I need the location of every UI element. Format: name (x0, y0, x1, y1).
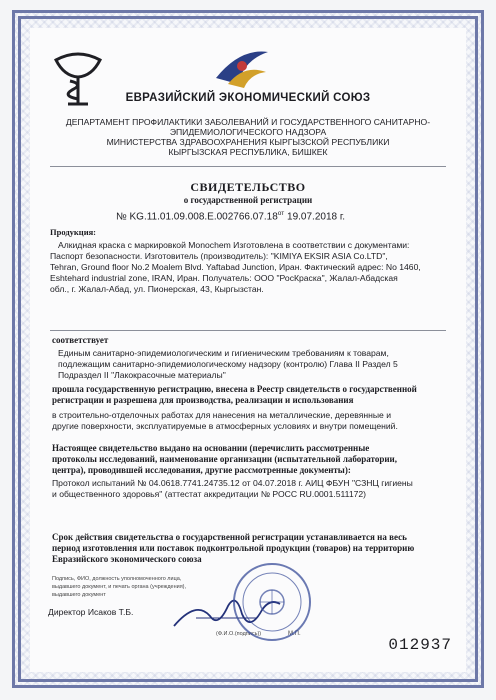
product-line: Tehran, Ground floor No.2 Moalem Blvd. Yaftabad Junction, Иран. Фактический адрес: No 1460, (50, 262, 421, 272)
validity-line: период изготовления или поставок подконтрольной продукции (товаров) на территорию (52, 543, 415, 553)
divider (50, 330, 446, 331)
validity-line: Срок действия свидетельства о государственной регистрации устанавливается на весь (52, 532, 407, 542)
product-label: Продукция: (50, 227, 97, 237)
registration-line: прошла государственную регистрацию, внесена в Реестр свидетельств о государственной (52, 384, 417, 394)
divider (50, 166, 446, 167)
basis-line: центра), проводившей исследования, другие рассмотренные документы): (52, 465, 351, 475)
signatory-note: выдавшего документ, и печать органа (учреждения), (52, 584, 187, 590)
eurasian-union-emblem-icon (210, 44, 274, 92)
certificate-number: KG.11.01.09.008.E.002766.07.18 (129, 211, 278, 223)
compliance-line: Подраздел II "Лакокрасочные материалы" (58, 370, 226, 380)
basis-line: Настоящее свидетельство выдано на основании (перечислить рассмотренные (52, 443, 370, 453)
product-line: Eshtehard industrial zone, IRAN, Иран. Получатель: ООО "РосКраска", Жалал-Абадская (50, 273, 398, 283)
signatory-note: Подпись, ФИО, должность уполномоченного лица, (52, 576, 182, 582)
product-line: обл., г. Жалал-Абад, ул. Пионерская, 43, Кыргызстан. (50, 284, 264, 294)
basis-line: Протокол испытаний № 04.0618.7741.24735.12 от 04.07.2018 г. АИЦ ФБУН "СЗНЦ гигиены (52, 478, 413, 488)
stamp-place-label: М.П. (288, 631, 301, 637)
certificate-date: 19.07.2018 г. (287, 211, 346, 223)
validity-line: Евразийского экономического союза (52, 554, 202, 564)
compliance-line: подлежащим санитарно-эпидемиологическому надзору (контролю) Глава II Раздел 5 (58, 359, 398, 369)
dept-line-3: МИНИСТЕРСТВА ЗДРАВООХРАНЕНИЯ КЫРГЫЗСКОЙ РЕСПУБЛИКИ (106, 137, 390, 147)
certificate-number-line (116, 210, 345, 222)
dept-line-1: ДЕПАРТАМЕНТ ПРОФИЛАКТИКИ ЗАБОЛЕВАНИЙ И ГОСУДАРСТВЕННОГО САНИТАРНО- (65, 117, 431, 127)
basis-line: и общественного здоровья" (аттестат аккредитации № РОСС RU.0001.511172) (52, 489, 367, 499)
signatory-note: выдавшего документ (52, 592, 106, 598)
union-title: ЕВРАЗИЙСКИЙ ЭКОНОМИЧЕСКИЙ СОЮЗ (125, 92, 371, 104)
dept-line-4: КЫРГЫЗСКАЯ РЕСПУБЛИКА, БИШКЕК (168, 147, 328, 157)
product-line: Паспорт безопасности. Изготовитель (производитель): "KIMIYA EKSIR ASIA Co.LTD", (50, 251, 388, 261)
official-seal-stamp (230, 560, 314, 644)
certificate-title: СВИДЕТЕЛЬСТВО (190, 180, 306, 194)
basis-line: протоколы исследований, наименование организации (испытательной лаборатории, (52, 454, 397, 464)
director-name: Директор Исаков Т.Б. (48, 607, 134, 617)
dept-line-2: ЭПИДЕМИОЛОГИЧЕСКОГО НАДЗОРА (169, 127, 327, 137)
date-prefix: от (277, 210, 285, 217)
serial-number: 012937 (388, 636, 452, 654)
number-sign: № (116, 211, 127, 223)
certificate-subtitle: о государственной регистрации (183, 195, 313, 205)
compliance-label: соответствует (52, 335, 109, 345)
usage-line: в строительно-отделочных работах для нанесения на металлические, деревянные и (52, 410, 391, 420)
fio-caption: (Ф.И.О.(подпись)) (216, 631, 262, 637)
certificate-body (30, 28, 466, 672)
product-line: Алкидная краска с маркировкой Monochem Изготовлена в соответствии с документами: (58, 240, 410, 250)
compliance-line: Единым санитарно-эпидемиологическим и гигиеническим требованиям к товарам, (58, 348, 389, 358)
registration-line: регистрации и разрешена для производства, реализации и использования (52, 395, 354, 405)
usage-line: другие поверхности, эксплуатируемые в атмосферных условиях и внутри помещений. (52, 421, 398, 431)
